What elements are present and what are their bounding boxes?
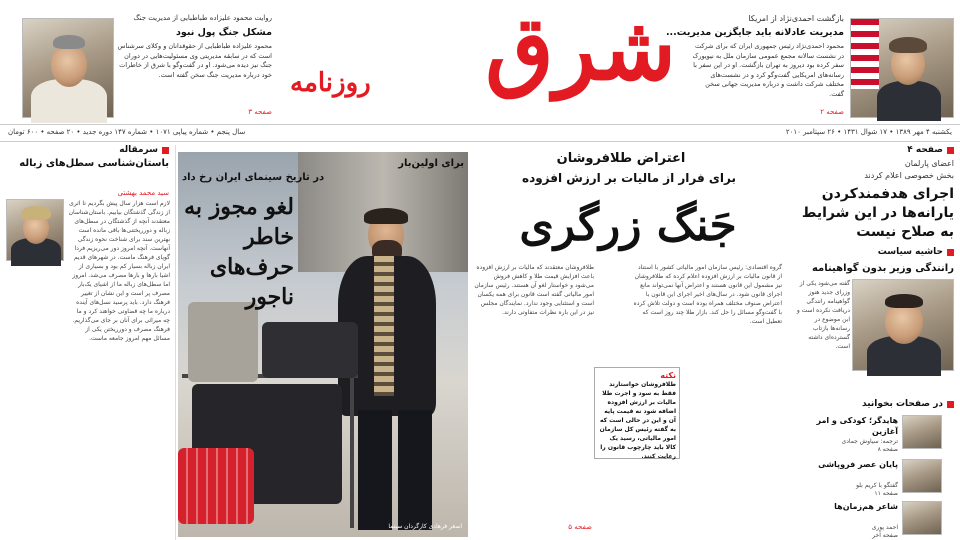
inside-item-author: احمد پوری bbox=[871, 524, 898, 531]
author-photo bbox=[6, 199, 64, 261]
photo-story-caption: اصغر فرهادی کارگردان سینما bbox=[388, 523, 462, 530]
right-kicker-2: بخش خصوصی اعلام کردند bbox=[864, 171, 954, 180]
section-square-icon bbox=[947, 249, 954, 256]
inside-item[interactable] bbox=[790, 413, 960, 453]
inside-item[interactable] bbox=[790, 499, 960, 539]
lead-body-a: گروه اقتصادی: رئیس سازمان امور مالیاتی کشور با استناد از قانون مالیات بر ارزش افزوده اعلام کرده که طلافروشان نیز مشمول این قانون هستند و اعتراض آنها نمی‌تواند مانع اجرای قانون شود. در سال‌های اخیر اجرای این قانون با اعتراض صنوف مختلف همراه بوده است و دولت تلاش کرده با گفت‌وگو مسائل را حل کند. بازار طلا چند روز است که تعطیل است. bbox=[633, 264, 782, 325]
inside-item-photo bbox=[902, 459, 942, 493]
right-subhead[interactable]: رانندگی وزیر بدون گواهینامه bbox=[811, 263, 954, 274]
right-section-label-2: حاشیه سیاست bbox=[878, 247, 954, 257]
logo-main: شرق bbox=[485, 0, 676, 100]
inside-item-title: هایدگر؛ کودکی و امر آغازین bbox=[816, 416, 898, 436]
lead-body-b: طلافروشان معتقدند که مالیات بر ارزش افزوده باعث افزایش قیمت طلا و کاهش فروش می‌شود و خواستار لغو آن هستند. رئیس سازمان امور مالیاتی گفته است قانون برای همه یکسان است و استثنایی وجود ندارد. نمایندگان مجلس نیز در این باره نظرات متفاوتی دارند. bbox=[474, 264, 594, 316]
inside-item-author: ترجمه: سیاوش جمادی bbox=[841, 438, 898, 445]
inside-item-author: گفتگو با کریم بلو bbox=[856, 482, 898, 489]
header-left-title: مشکل جنگ پول نبود bbox=[176, 27, 272, 38]
photo-story bbox=[178, 152, 468, 537]
lead-kicker-2: برای فرار از مالیات بر ارزش افزوده bbox=[521, 171, 736, 185]
inside-item-photo bbox=[902, 501, 942, 535]
masthead bbox=[0, 0, 960, 148]
lead-kicker-1: اعتراض طلافروشان bbox=[556, 151, 686, 166]
inside-item-page: صفحه ۱۱ bbox=[874, 490, 898, 497]
inside-item-title: پایان عصر فروپاشی bbox=[818, 460, 898, 469]
editorial-title[interactable]: باستان‌شناسی سطل‌های زباله bbox=[19, 158, 169, 169]
header-right-kicker: بازگشت احمدی‌نژاد از امریکا bbox=[748, 14, 844, 23]
right-column bbox=[790, 145, 960, 540]
lead-callout bbox=[594, 367, 680, 459]
header-right-page-ref[interactable]: صفحه ۲ bbox=[820, 108, 844, 116]
date-line: یکشنبه ۴ مهر ۱۳۸۹ • ۱۷ شوال ۱۴۳۱ • ۲۶ سپتامبر ۲۰۱۰ bbox=[785, 128, 952, 136]
header-left-photo bbox=[22, 18, 114, 118]
header-right-body: محمود احمدی‌نژاد رئیس جمهوری ایران که برای شرکت در نشست سالانه مجمع عمومی سازمان ملل به نیویورک سفر کرده بود دیروز به تهران بازگشت. او در این سفر با رسانه‌های امریکایی گفت‌وگو کرد و در نشست‌های مختلف شرکت داشت و درباره مدیریت جهانی سخن گفت. bbox=[692, 42, 844, 98]
left-column bbox=[0, 145, 176, 540]
issue-line: سال پنجم • شماره پیاپی ۱۰۷۱ • شماره ۱۴۷ دوره جدید • ۲۰ صفحه • ۶۰۰ تومان bbox=[8, 128, 246, 136]
inside-item-photo bbox=[902, 415, 942, 449]
logo-sub: روزنامه bbox=[290, 68, 371, 98]
section-square-icon bbox=[947, 401, 954, 408]
lead-headline[interactable]: جَنگ زرگری bbox=[519, 200, 737, 251]
editorial-body: لازم است هزار سال پیش بگردیم تا اثری از زندگی گذشتگان بیابیم. باستان‌شناسان معتقدند آنچه از گذشتگان در سطل‌های زباله و دورریختنی‌ها باقی مانده است بهترین سند برای شناخت نحوه زندگی آنهاست. آنچه امروز دور می‌ریزیم فردا گویای فرهنگ ماست. در شهرهای قدیم ایران زباله بسیار کم بود و بسیاری از اشیا بارها و بارها مصرف می‌شد. امروز اما سطل‌های زباله ما از اشیای یک‌بار مصرف پر است و این نشان از تغییر فرهنگ دارد. باید پرسید نسل‌های آینده درباره ما چه قضاوتی خواهند کرد و ما چه میراثی برای آنان بر جای می‌گذاریم. فرهنگ مصرف و دورریختن یکی از مسائل مهم امروز جامعه ماست. bbox=[68, 200, 170, 342]
lead-callout-text: طلافروشان خواستارند فقط به سود و اجرت طلا مالیات بر ارزش افزوده اضافه شود نه قیمت پایه آن و این در حالی است که به گفته رئیس کل سازمان امور مالیاتی، رسید یک کالا باید چارچوب قانون را رعایت کنند. bbox=[599, 381, 676, 460]
right-kicker-1: اعضای پارلمان bbox=[904, 159, 954, 168]
minister-photo bbox=[852, 279, 954, 371]
header-left-body: محمود علیزاده طباطبایی از حقوقدانان و وکلای سرشناس است که در سابقه مدیریتی وی مسئولیت‌هایی در دوران جنگ نیز دیده می‌شود. او در گفت‌وگو با شرق از خاطرات خود درباره مدیریت جنگ سخن گفته است. bbox=[117, 42, 272, 79]
photo-story-kicker-1: برای اولین‌بار bbox=[398, 158, 464, 169]
inside-label: در صفحات بخوانید bbox=[862, 399, 954, 409]
date-bar bbox=[0, 124, 960, 142]
lead-page-ref[interactable]: صفحه ۵ bbox=[568, 523, 592, 531]
right-body: گفته می‌شود یکی از وزرای جدید هنوز گواهینامه رانندگی دریافت نکرده است و این موضوع در رسانه‌ها بازتاب گسترده‌ای داشته است. bbox=[796, 280, 850, 350]
editorial-author: سید محمد بهشتی bbox=[117, 189, 169, 197]
inside-item-page: صفحه ۸ bbox=[877, 446, 898, 453]
section-square-icon bbox=[162, 147, 169, 154]
header-left-page-ref[interactable]: صفحه ۳ bbox=[248, 108, 272, 116]
lead-callout-kicker: نکته bbox=[660, 371, 676, 380]
right-section-label: صفحه ۴ bbox=[907, 145, 954, 155]
left-section-label: سرمقاله bbox=[119, 145, 169, 155]
header-right-photo bbox=[850, 18, 954, 118]
lead-story bbox=[470, 145, 786, 540]
photo-story-kicker-2: در تاریخ سینمای ایران رخ داد bbox=[182, 172, 325, 183]
right-headline[interactable]: اجرای هدفمندکردن یارانه‌ها در این شرایط به صلاح نیست bbox=[801, 186, 954, 240]
section-square-icon bbox=[947, 147, 954, 154]
inside-item[interactable] bbox=[790, 457, 960, 497]
editorial-body-cont bbox=[6, 263, 170, 535]
inside-item-page: صفحه آخر bbox=[872, 532, 898, 539]
lead-body-b-cont bbox=[474, 367, 592, 533]
photo-story-headline[interactable]: لغو مجوز به خاطر حرف‌های ناجور bbox=[184, 194, 294, 310]
header-left-kicker: روایت محمود علیزاده طباطبایی از مدیریت جنگ bbox=[133, 14, 272, 22]
logo bbox=[272, 2, 682, 122]
inside-item-title: شاعر هم‌زمان‌ها bbox=[834, 502, 898, 511]
header-right-title: مدیریت عادلانه باید جایگزین مدیریت... bbox=[665, 27, 844, 38]
